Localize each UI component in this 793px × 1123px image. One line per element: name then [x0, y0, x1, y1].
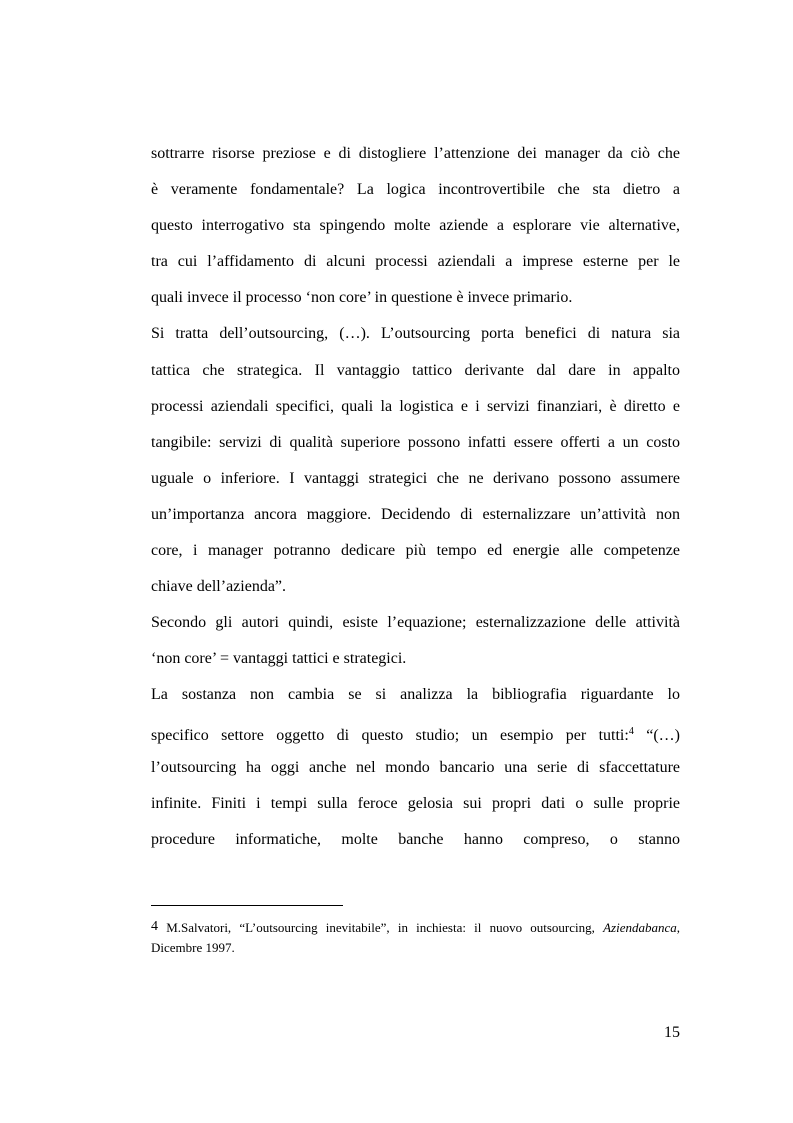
text-line-content: l’outsourcing ha oggi anche nel mondo bancario una serie di sfaccettature: [151, 758, 680, 776]
text-line: [151, 605, 680, 641]
text-line: [151, 714, 680, 750]
text-line: [151, 389, 680, 425]
footnote-separator: [151, 905, 343, 906]
footnote-punct: ,: [676, 920, 680, 935]
text-line: [151, 461, 680, 497]
text-line: [151, 316, 680, 352]
text-line-content: infinite. Finiti i tempi sulla feroce gelosia sui propri dati o sulle proprie: [151, 794, 680, 812]
text-line: [151, 136, 680, 172]
text-line-content: core, i manager potranno dedicare più tempo ed energie alle competenze: [151, 542, 680, 560]
text-line: [151, 172, 680, 208]
footnote-line: [151, 918, 680, 938]
text-line-content: è veramente fondamentale? La logica incontrovertibile che sta dietro a: [151, 181, 680, 199]
footnote-number: 4: [151, 919, 158, 934]
text-line: [151, 280, 680, 316]
text-line-content: quali invece il processo ‘non core’ in questione è invece primario.: [151, 289, 573, 307]
text-line: [151, 244, 680, 280]
text-line-content: procedure informatiche, molte banche hanno compreso, o stanno: [151, 830, 680, 848]
text-line-continuation: “(…): [633, 726, 680, 744]
footnote-source-title: Aziendabanca: [603, 920, 677, 935]
text-line: [151, 353, 680, 389]
footnote-reference[interactable]: 4: [628, 725, 634, 737]
text-line-content: tangibile: servizi di qualità superiore possono infatti essere offerti a un costo: [151, 433, 680, 451]
text-line-content: sottrarre risorse preziose e di distogliere l’attenzione dei manager da ciò che: [151, 145, 680, 162]
text-line-content: un’importanza ancora maggiore. Decidendo di esternalizzare un’attività non: [151, 505, 680, 523]
page-number: 15: [664, 1024, 680, 1041]
footnote-line: Dicembre 1997.: [151, 940, 235, 955]
text-line: [151, 208, 680, 244]
text-line: [151, 497, 680, 533]
text-line-content: processi aziendali specifici, quali la logistica e i servizi finanziari, è diretto e: [151, 397, 680, 415]
text-line: [151, 533, 680, 569]
text-line: [151, 786, 680, 822]
text-line-content: ‘non core’ = vantaggi tattici e strategici.: [151, 650, 407, 668]
text-line-content: questo interrogativo sta spingendo molte aziende a esplorare vie alternative,: [151, 217, 680, 235]
text-line: [151, 750, 680, 786]
text-line: [151, 641, 680, 677]
footnote-text: M.Salvatori, “L’outsourcing inevitabile”, in inchiesta: il nuovo outsourcing,: [158, 920, 604, 935]
text-line-content: La sostanza non cambia se si analizza la bibliografia riguardante lo: [151, 686, 680, 704]
text-line-content: chiave dell’azienda”.: [151, 578, 287, 596]
footnote-4: [151, 918, 680, 957]
text-line-content: tattica che strategica. Il vantaggio tattico derivante dal dare in appalto: [151, 361, 680, 379]
text-line-content: uguale o inferiore. I vantaggi strategici che ne derivano possono assumere: [151, 469, 680, 487]
text-line: [151, 677, 680, 713]
body-text: [151, 136, 680, 858]
text-line-content: specifico settore oggetto di questo studio; un esempio per tutti:: [151, 726, 629, 744]
text-line: [151, 822, 680, 858]
text-line-content: Secondo gli autori quindi, esiste l’equazione; esternalizzazione delle attività: [151, 614, 680, 632]
text-line-content: tra cui l’affidamento di alcuni processi aziendali a imprese esterne per le: [151, 253, 680, 271]
text-line: [151, 569, 680, 605]
text-line: [151, 425, 680, 461]
text-line-content: Si tratta dell’outsourcing, (…). L’outsourcing porta benefici di natura sia: [151, 325, 680, 343]
